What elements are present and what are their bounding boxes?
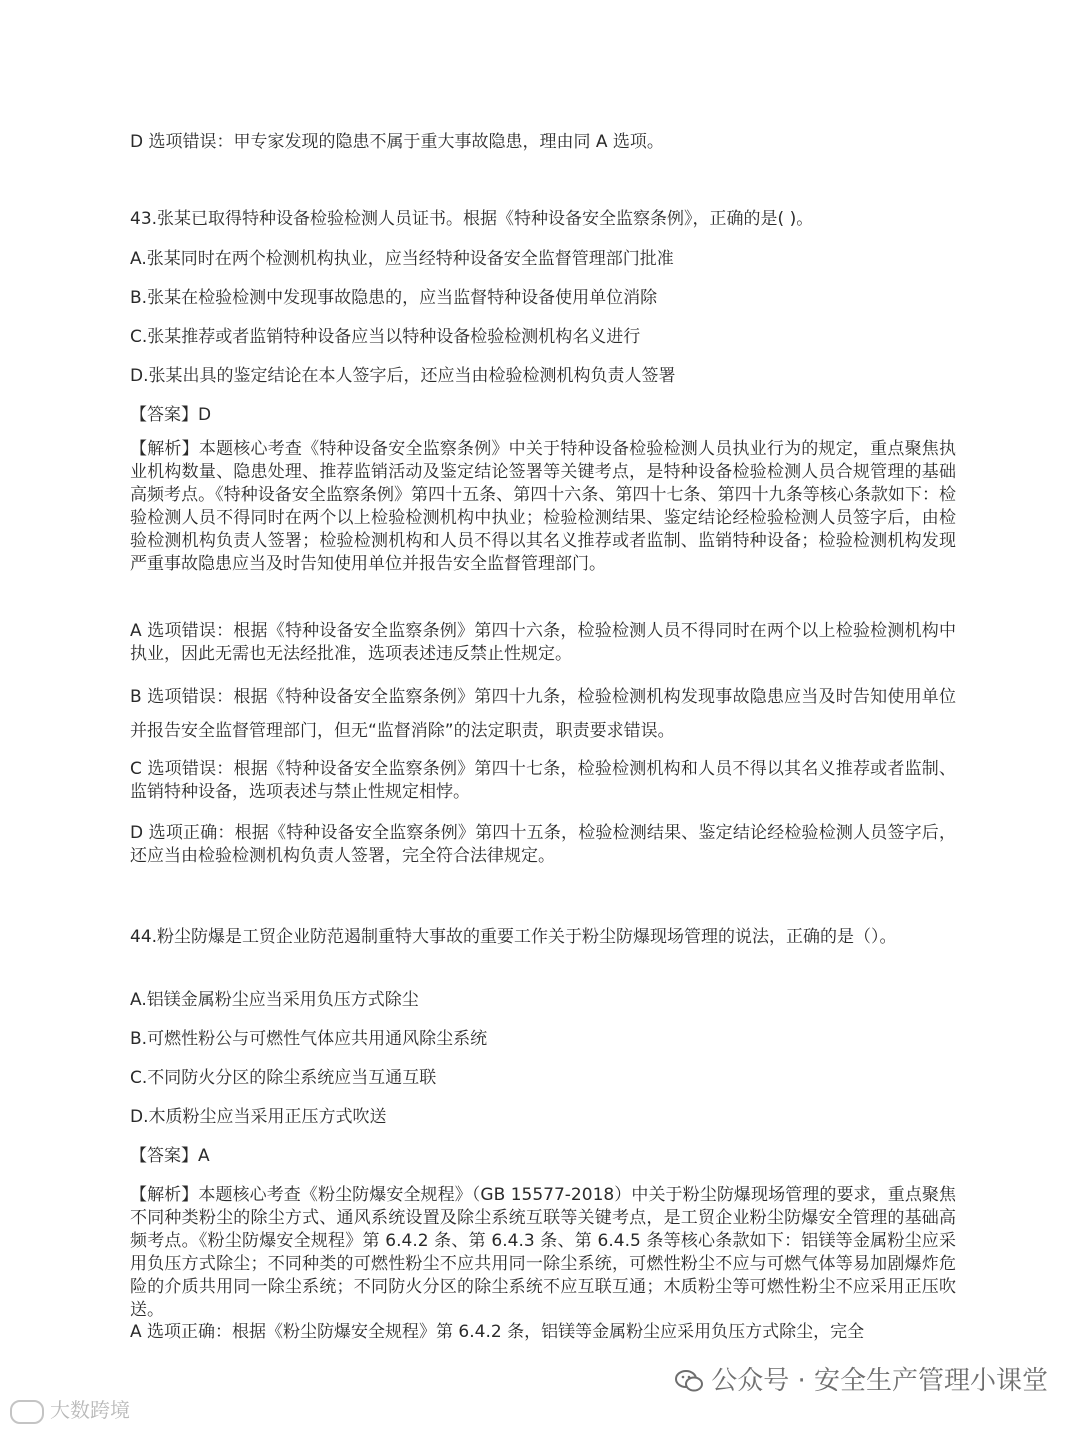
q44-option-c: C.不同防火分区的除尘系统应当互通互联 xyxy=(130,1068,437,1088)
watermark-right-text: 公众号 · 安全生产管理小课堂 xyxy=(711,1366,1048,1396)
q44-option-b: B.可燃性粉公与可燃性气体应共用通风除尘系统 xyxy=(130,1029,488,1049)
q44-option-a: A.铝镁金属粉尘应当采用负压方式除尘 xyxy=(130,990,419,1010)
watermark-left xyxy=(10,1394,130,1424)
wechat-icon xyxy=(675,1369,703,1393)
q44-analysis: 【解析】本题核心考查《粉尘防爆安全规程》（GB 15577-2018）中关于粉尘防爆现场管理的要求，重点聚焦不同种类粉尘的除尘方式、通风系统设置及除尘系统互联等关键考点，是工贸企业粉尘防爆安全管理的基础高频考点。《粉尘防爆安全规程》第 6.4.2 条、第 6.4.3 条、第 6.4.5 条等核心条款如下：铝镁等金属粉尘应采用负压方式除尘；不同种类的可燃性粉尘不应共用同一除尘系统，可燃性粉尘不应与可燃气体等易加剧爆炸危险的介质共用同一除尘系统；不同防火分区的除尘系统不应互联互通；木质粉尘等可燃性粉尘不应采用正压吹送。 xyxy=(130,1185,956,1320)
q43-note-b: B 选项错误：根据《特种设备安全监察条例》第四十九条，检验检测机构发现事故隐患应当及时告知使用单位并报告安全监督管理部门，但无“监督消除”的法定职责，职责要求错误。 xyxy=(130,687,956,741)
q43-analysis: 【解析】本题核心考查《特种设备安全监察条例》中关于特种设备检验检测人员执业行为的规定，重点聚焦执业机构数量、隐患处理、推荐监销活动及鉴定结论签署等关键考点，是特种设备检验检测人员合规管理的基础高频考点。《特种设备安全监察条例》第四十五条、第四十六条、第四十七条、第四十九条等核心条款如下：检验检测人员不得同时在两个以上检验检测机构中执业；检验检测结果、鉴定结论经检验检测人员签字后，由检验检测机构负责人签署；检验检测机构和人员不得以其名义推荐或者监制、监销特种设备；检验检测机构发现严重事故隐患应当及时告知使用单位并报告安全监督管理部门。 xyxy=(130,439,956,574)
q44-option-d: D.木质粉尘应当采用正压方式吹送 xyxy=(130,1107,387,1127)
q44-stem: 44.粉尘防爆是工贸企业防范遏制重特大事故的重要工作关于粉尘防爆现场管理的说法，正确的是（）。 xyxy=(130,927,897,947)
watermark-right xyxy=(675,1360,1048,1397)
q43-note-a: A 选项错误：根据《特种设备安全监察条例》第四十六条，检验检测人员不得同时在两个以上检验检测机构中执业，因此无需也无法经批准，选项表述违反禁止性规定。 xyxy=(130,621,956,664)
q43-option-b: B.张某在检验检测中发现事故隐患的，应当监督特种设备使用单位消除 xyxy=(130,288,658,308)
q43-option-d: D.张某出具的鉴定结论在本人签字后，还应当由检验检测机构负责人签署 xyxy=(130,366,676,386)
q43-option-c: C.张某推荐或者监销特种设备应当以特种设备检验检测机构名义进行 xyxy=(130,327,641,347)
q43-option-a: A.张某同时在两个检测机构执业，应当经特种设备安全监督管理部门批准 xyxy=(130,249,674,269)
watermark-left-text: 大数跨境 xyxy=(50,1398,130,1422)
platform-logo-icon xyxy=(10,1400,44,1424)
prev-d-note: D 选项错误：甲专家发现的隐患不属于重大事故隐患，理由同 A 选项。 xyxy=(130,132,664,152)
q43-answer: 【答案】D xyxy=(130,405,212,425)
q43-note-d: D 选项正确：根据《特种设备安全监察条例》第四十五条，检验检测结果、鉴定结论经检验检测人员签字后，还应当由检验检测机构负责人签署，完全符合法律规定。 xyxy=(130,823,956,866)
q44-answer: 【答案】A xyxy=(130,1146,210,1166)
q43-stem: 43.张某已取得特种设备检验检测人员证书。根据《特种设备安全监察条例》，正确的是( )。 xyxy=(130,209,814,229)
q44-note-a: A 选项正确：根据《粉尘防爆安全规程》第 6.4.2 条，铝镁等金属粉尘应采用负压方式除尘，完全 xyxy=(130,1322,865,1342)
q43-note-c: C 选项错误：根据《特种设备安全监察条例》第四十七条，检验检测机构和人员不得以其名义推荐或者监制、监销特种设备，选项表述与禁止性规定相悖。 xyxy=(130,759,956,802)
